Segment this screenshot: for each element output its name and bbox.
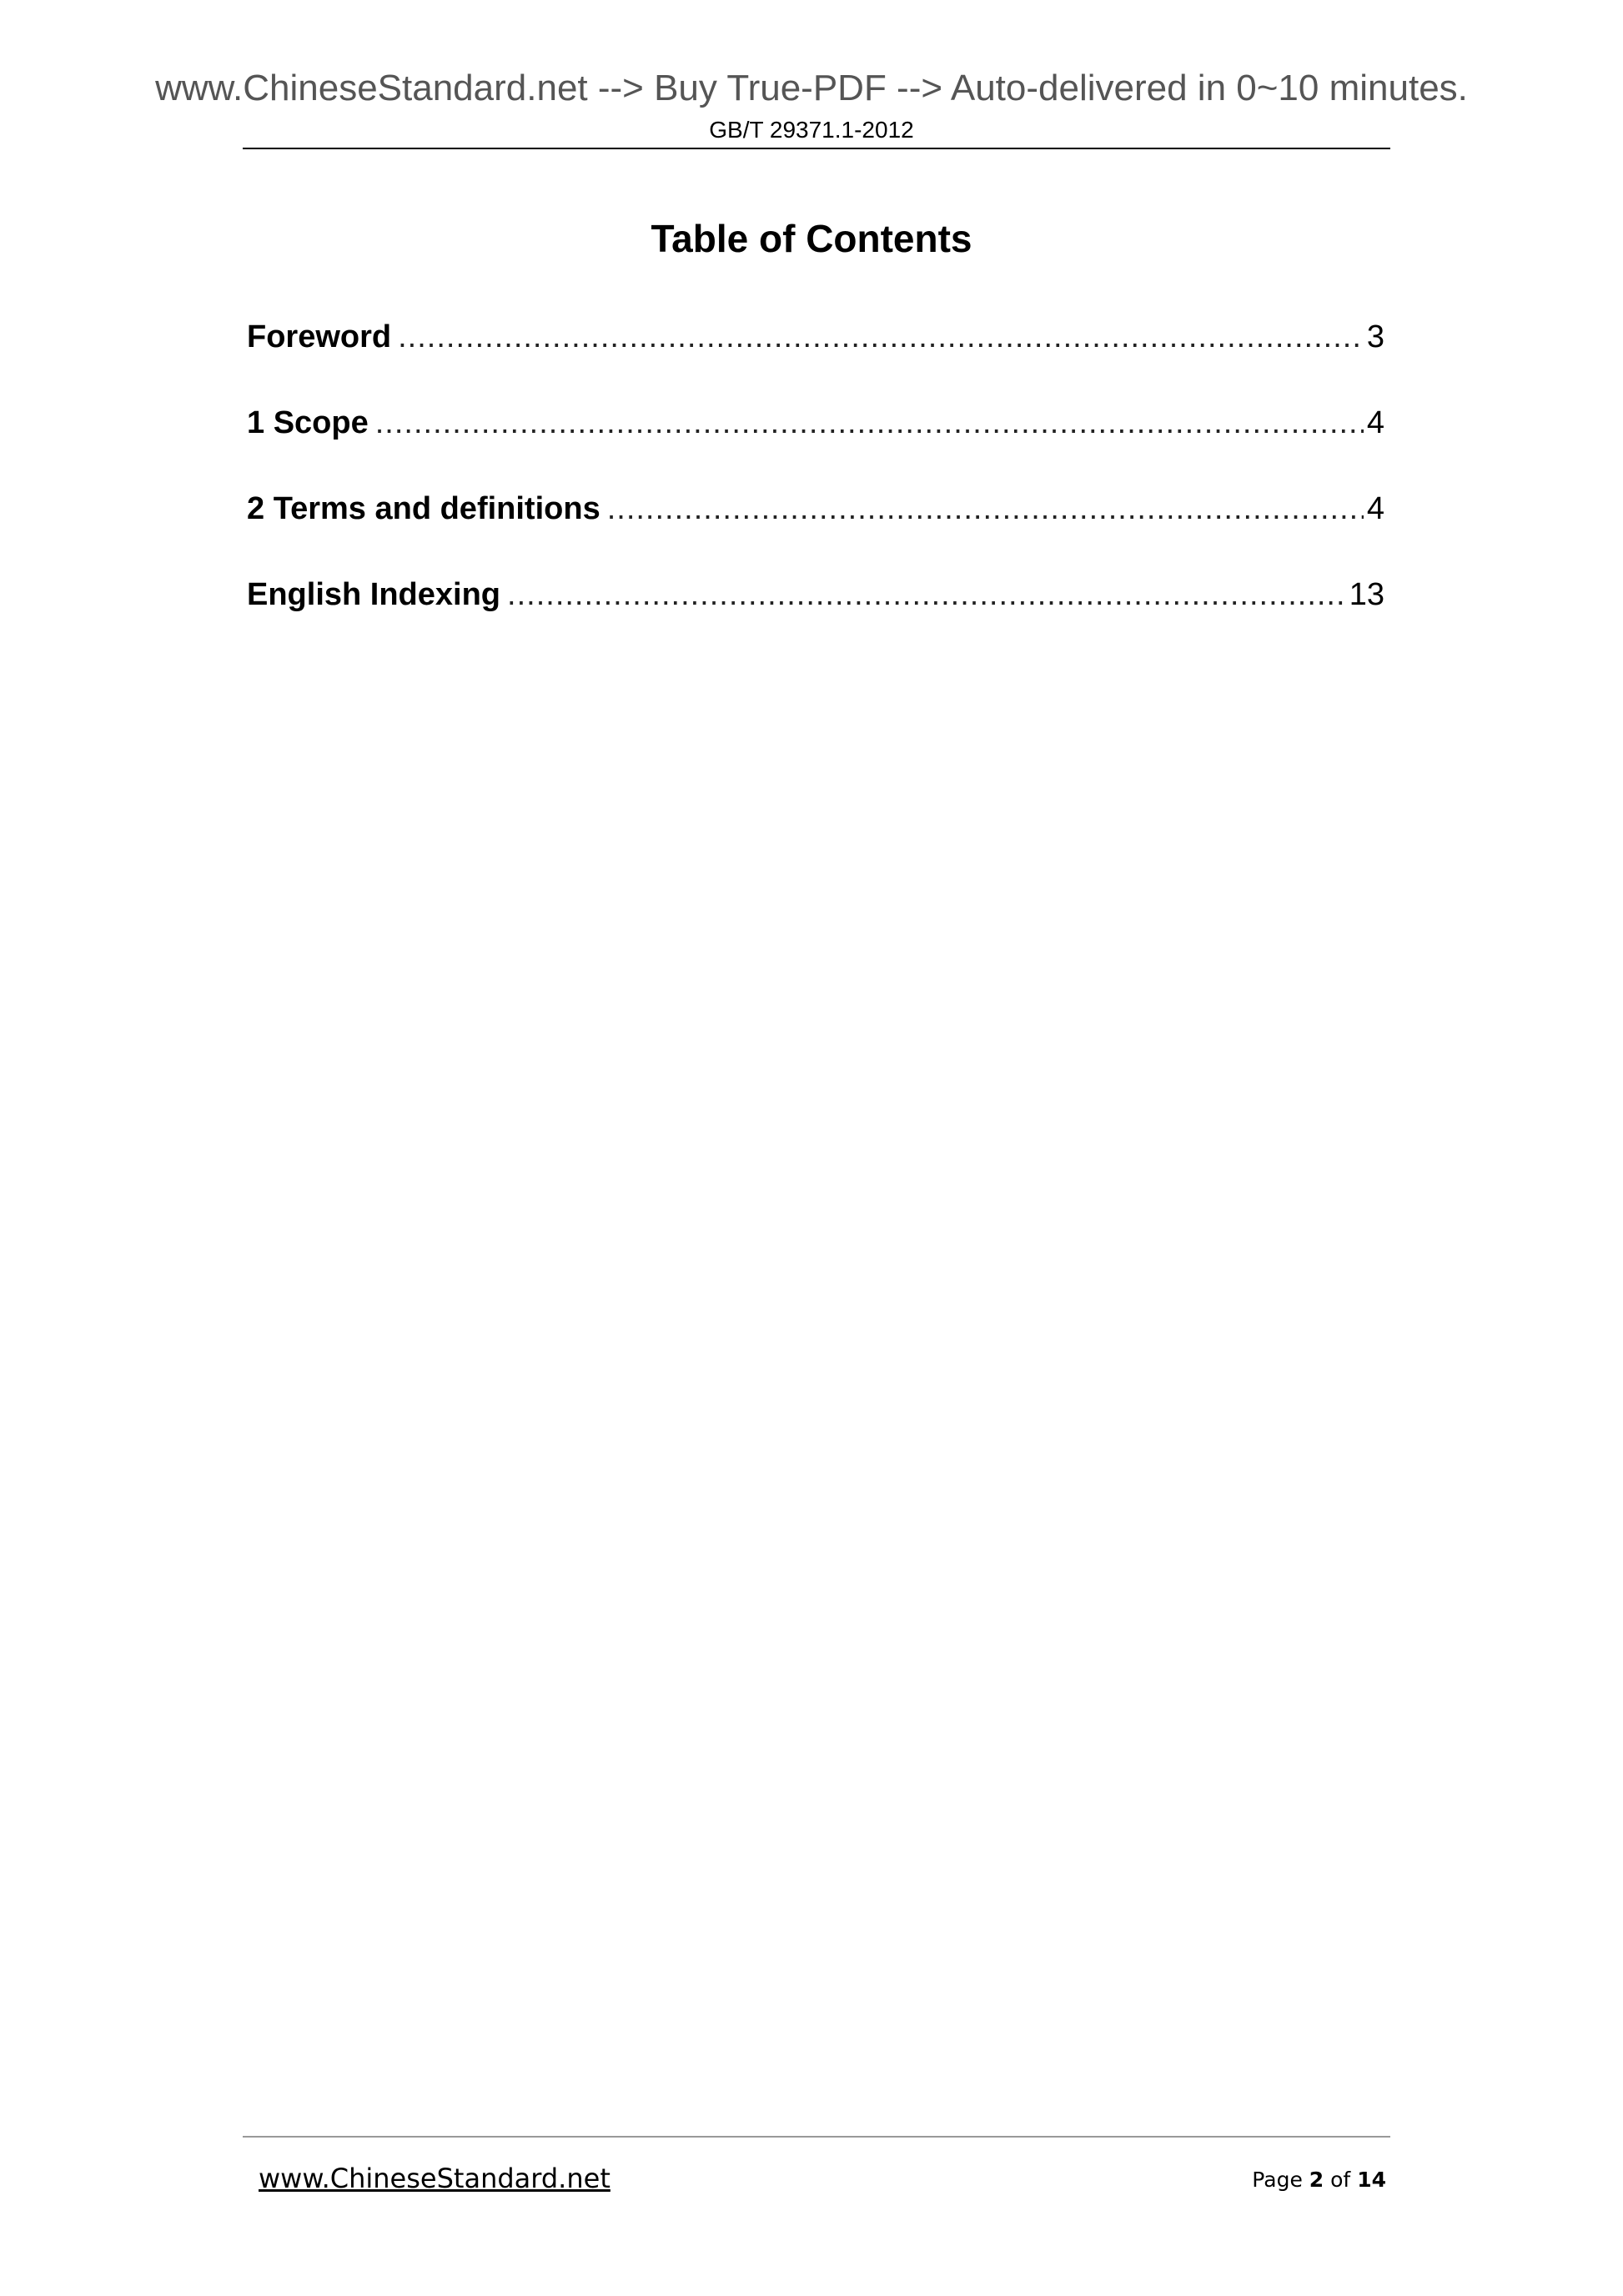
toc-entry-page: 4	[1366, 405, 1384, 440]
toc-entry-page: 3	[1366, 319, 1384, 354]
page-number-of: of	[1330, 2168, 1351, 2192]
site-banner[interactable]: www.ChineseStandard.net --> Buy True-PDF --> Auto-delivered in 0~10 minutes.	[155, 68, 1468, 108]
toc-entry-english-indexing[interactable]	[247, 570, 1384, 656]
toc-entry-label: English Indexing	[247, 577, 501, 612]
page-number-total: 14	[1357, 2168, 1386, 2192]
footer-site-link[interactable]: www.ChineseStandard.net	[259, 2163, 611, 2194]
toc-dot-leader	[375, 398, 1364, 448]
toc-dot-leader	[607, 484, 1364, 534]
page-number-prefix: Page	[1252, 2168, 1303, 2192]
toc-entry-page: 13	[1349, 577, 1384, 612]
page-title: Table of Contents	[651, 217, 972, 260]
footer-divider	[243, 2136, 1390, 2138]
page-number-current: 2	[1309, 2168, 1324, 2192]
toc-entry-label: 2 Terms and definitions	[247, 491, 600, 526]
toc-dot-leader	[398, 312, 1364, 362]
toc-entry-page: 4	[1366, 491, 1384, 526]
toc-entry-foreword[interactable]	[247, 312, 1384, 398]
toc-entry-scope[interactable]	[247, 398, 1384, 484]
standard-code: GB/T 29371.1-2012	[709, 117, 914, 143]
toc-dot-leader	[507, 570, 1346, 620]
page-number	[1252, 2165, 1386, 2195]
header-divider	[243, 148, 1390, 149]
toc-entry-terms-and-definitions[interactable]	[247, 484, 1384, 570]
toc-entry-label: Foreword	[247, 319, 392, 354]
table-of-contents	[247, 312, 1384, 656]
toc-entry-label: 1 Scope	[247, 405, 369, 440]
